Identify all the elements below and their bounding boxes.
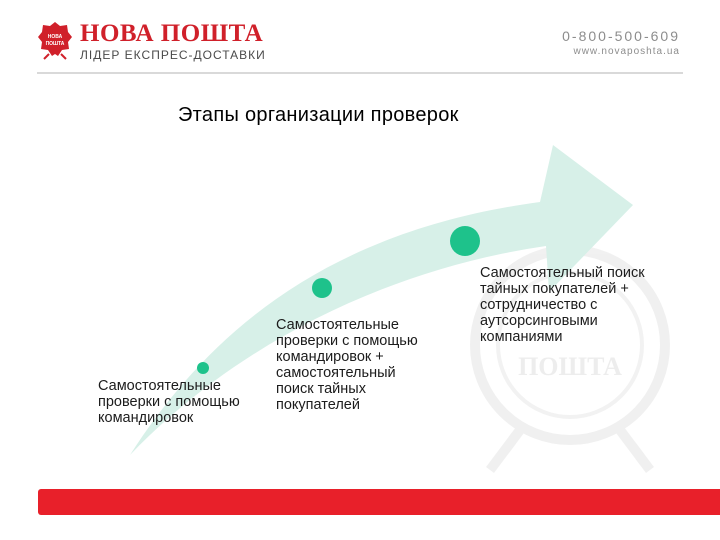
website-url: www.novaposhta.ua [573,46,680,57]
stage-label-2 [276,317,418,413]
stage-2-line-4: самостоятельный [276,365,396,381]
slide-title: Этапы организации проверок [178,104,459,126]
stage-3-line-5: компаниями [480,329,563,345]
logo-badge-line-2: ПОШТА [45,41,65,47]
brand-name: НОВА ПОШТА [80,20,264,47]
phone-number: 0-800-500-609 [562,28,680,44]
stage-dot-3 [450,226,480,256]
brand-tagline: ЛІДЕР ЕКСПРЕС-ДОСТАВКИ [80,48,266,62]
stage-2-line-6: покупателей [276,397,360,413]
stage-2-line-1: Самостоятельные [276,317,399,333]
logo-badge-line-1: НОВА [47,34,63,40]
stage-1-line-3: командировок [98,410,194,426]
watermark-text: ПОШТА [518,352,622,381]
stage-2-line-2: проверки с помощью [276,333,418,349]
stage-dot-1 [197,362,209,374]
stage-3-line-3: сотрудничество с [480,297,598,313]
stage-2-line-3: командировок + [276,349,384,365]
stage-1-line-2: проверки с помощью [98,394,240,410]
stage-3-line-1: Самостоятельный поиск [480,265,645,281]
stage-3-line-2: тайных покупателей + [480,281,629,297]
stage-2-line-5: поиск тайных [276,381,366,397]
stage-1-line-1: Самостоятельные [98,378,221,394]
stage-label-3 [480,265,645,345]
stage-dot-2 [312,278,332,298]
stage-label-1 [98,378,240,426]
footer-bar [38,489,720,515]
stage-3-line-4: аутсорсинговыми [480,313,598,329]
